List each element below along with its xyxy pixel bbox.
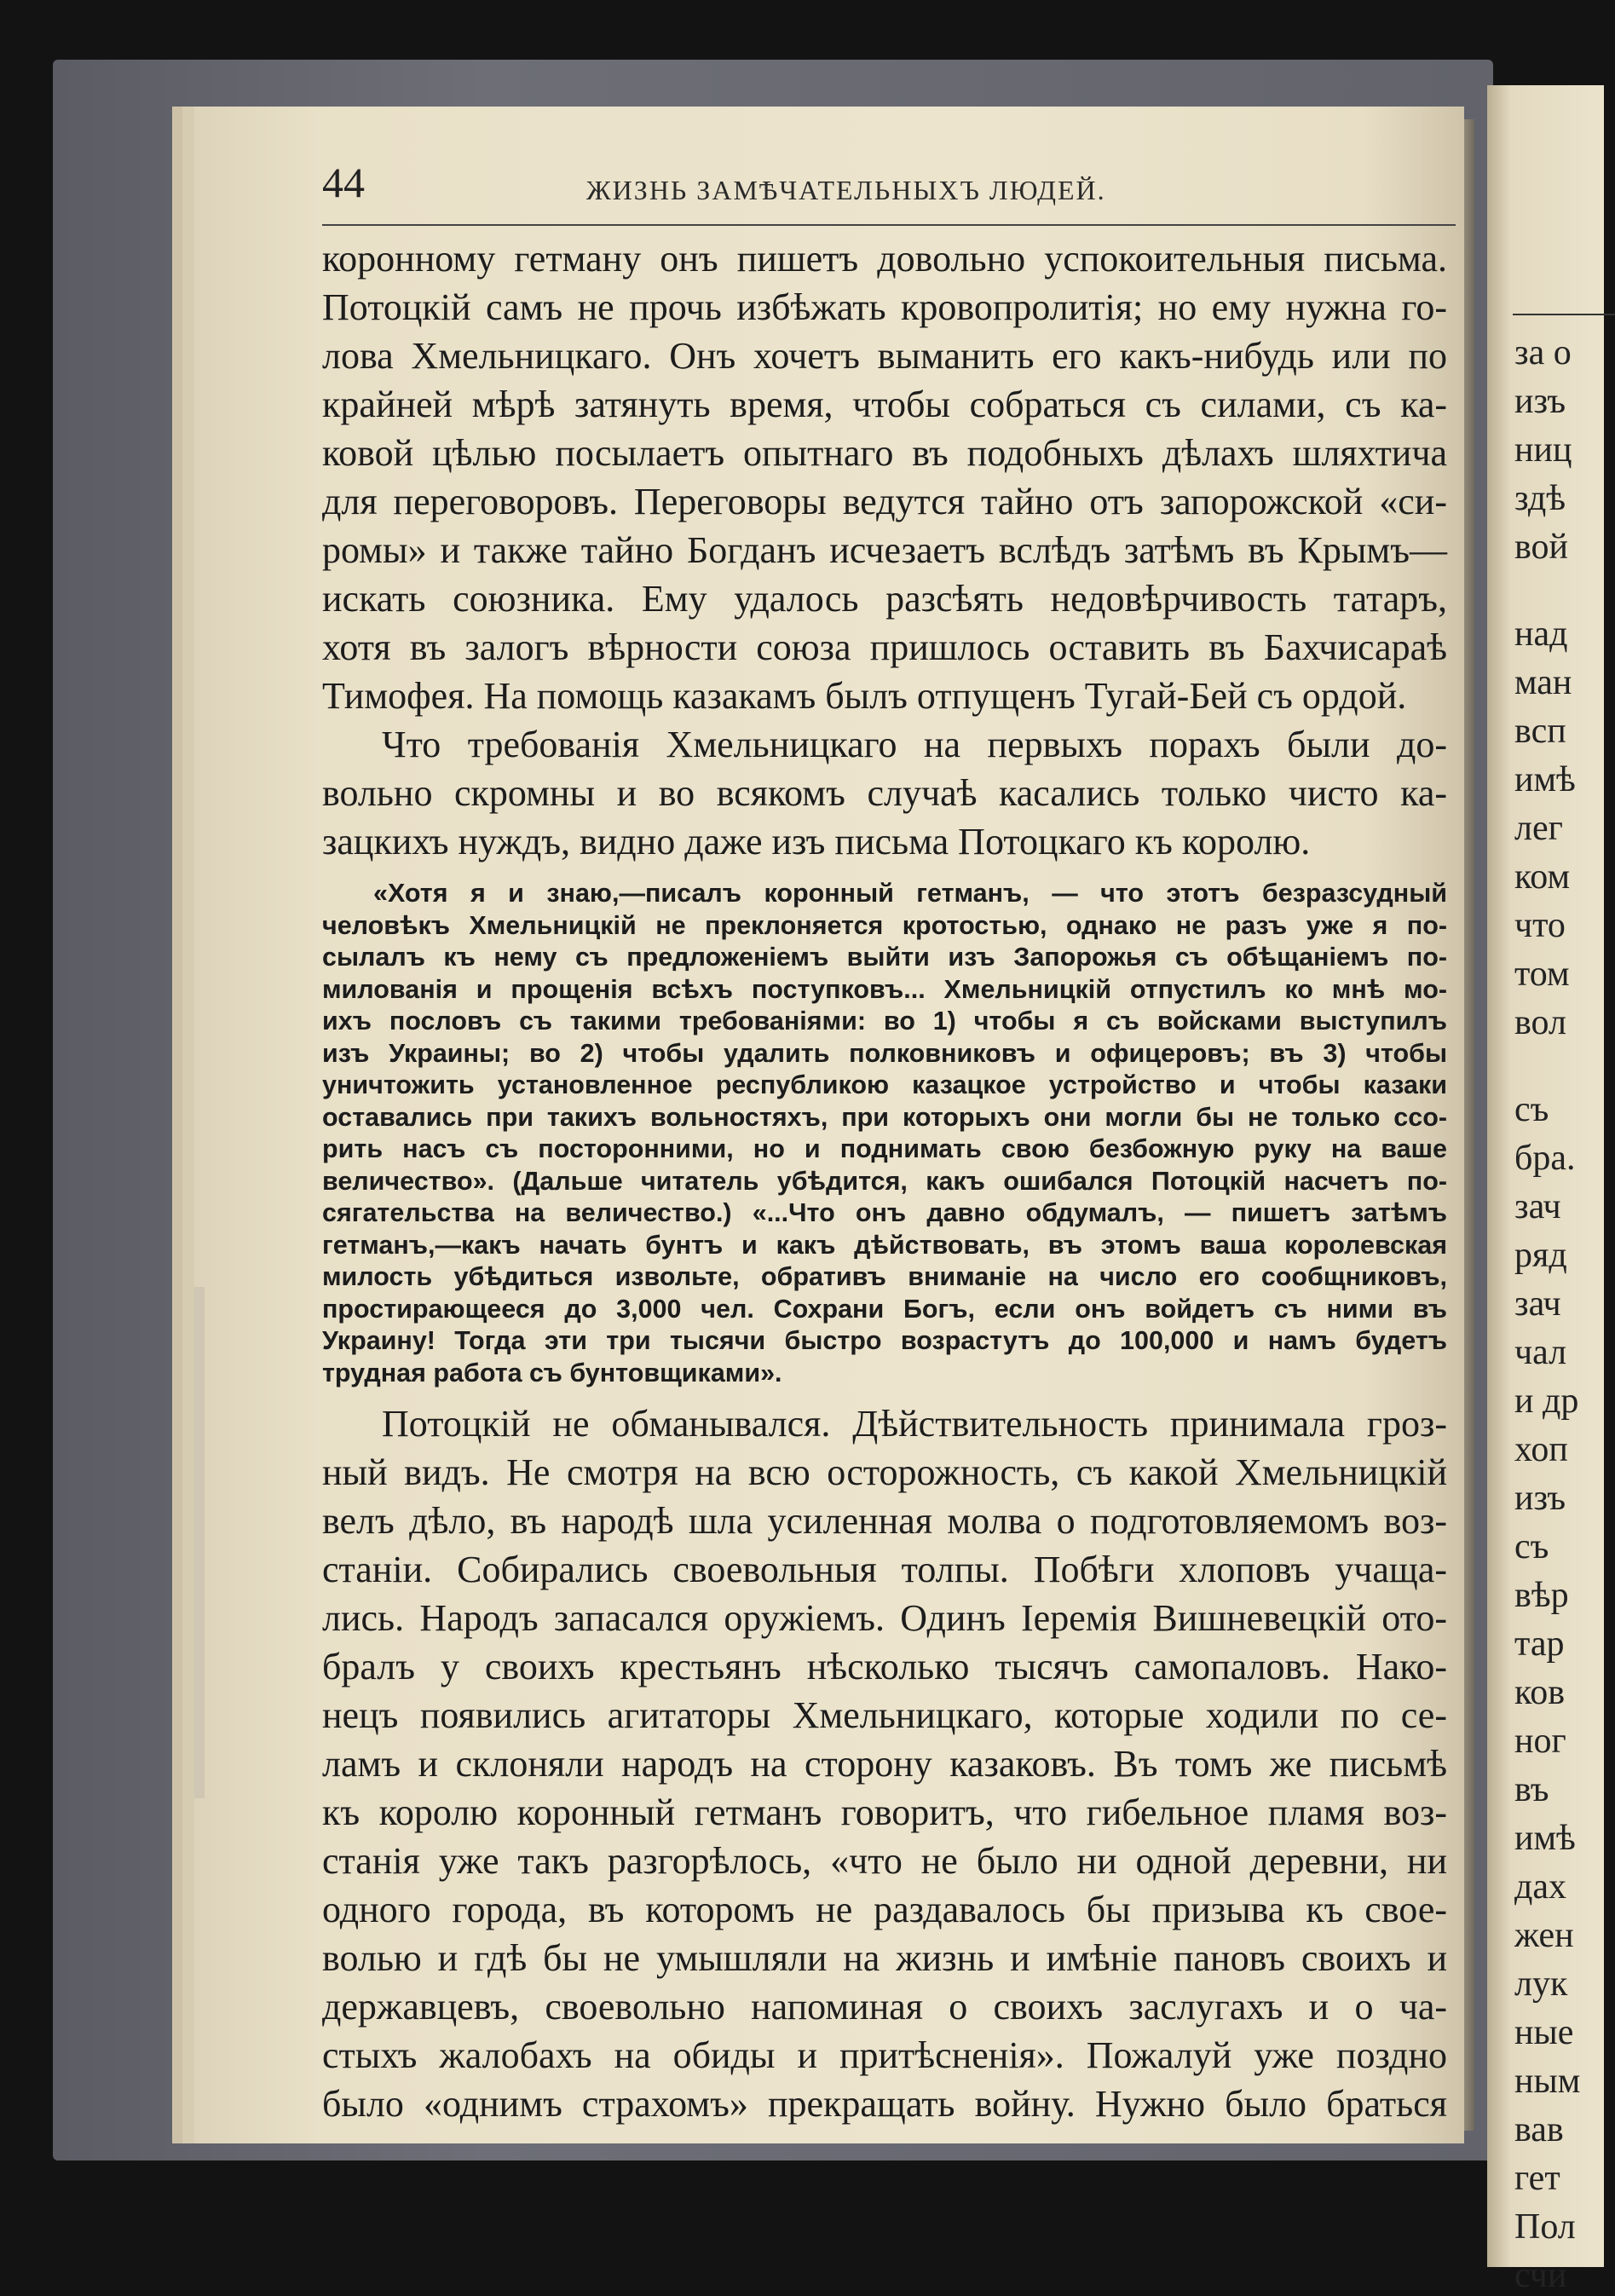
next-page-word-fragment: ным: [1514, 2062, 1581, 2101]
text-line: станіи. Собирались своевольныя толпы. Побѣги хлоповъ учаща-: [322, 1549, 1447, 1590]
quote-line: оставались при такихъ вольностяхъ, при которыхъ они могли бы не только ссо-: [322, 1102, 1447, 1132]
text-line: лись. Народъ запасался оружіемъ. Одинъ Іеремія Вишневецкій ото-: [322, 1597, 1447, 1639]
next-page-word-fragment: вол: [1514, 1003, 1566, 1042]
next-page-word-fragment: бра.: [1514, 1139, 1576, 1178]
text-line: было «однимъ страхомъ» прекращать войну. Нужно было браться: [322, 2083, 1447, 2125]
text-line: искать союзника. Ему удалось разсѣять недовѣрчивость татаръ,: [322, 578, 1447, 620]
quote-line: рить насъ съ посторонними, но и поднимать свою безбожную руку на ваше: [322, 1134, 1447, 1163]
text-line: Потоцкій самъ не прочь избѣжать кровопролитія; но ему нужна го-: [322, 286, 1447, 328]
page-text: [322, 234, 1447, 2128]
next-page-rule: [1513, 314, 1615, 315]
text-line: коронному гетману онъ пишетъ довольно успокоительныя письма.: [322, 238, 1447, 280]
next-page-word-fragment: съ: [1514, 1090, 1549, 1129]
next-page-word-fragment: вав: [1514, 2110, 1564, 2149]
quote-line: сылалъ къ нему съ предложеніемъ выйти изъ Запорожья съ обѣщаніемъ по-: [322, 943, 1447, 972]
quote-line: милованія и прощенія всѣхъ поступковъ... Хмельницкій отпустилъ ко мнѣ мо-: [322, 974, 1447, 1004]
next-page-word-fragment: дах: [1514, 1867, 1567, 1907]
quote-line: ихъ пословъ съ такими требованіями: во 1) чтобы я съ войсками выступилъ: [322, 1007, 1447, 1036]
next-page-word-fragment: тар: [1514, 1624, 1565, 1664]
text-line: велъ дѣло, въ народѣ шла усиленная молва о подготовляемомъ воз-: [322, 1500, 1447, 1542]
quote-line: величество». (Дальше читатель убѣдится, какъ ошибался Потоцкій насчетъ по-: [322, 1166, 1447, 1196]
text-line: зацкихъ нуждъ, видно даже изъ письма Потоцкаго къ королю.: [322, 821, 1311, 862]
next-page-word-fragment: ные: [1514, 2013, 1574, 2052]
text-line: хотя въ залогъ вѣрности союза пришлось оставить въ Бахчисараѣ: [322, 626, 1447, 668]
next-page-word-fragment: въ: [1514, 1770, 1549, 1809]
next-page-word-fragment: ряд: [1514, 1236, 1567, 1275]
quote-line: уничтожить установленное республикою казацкое устройство и чтобы казаки: [322, 1070, 1447, 1099]
next-page-word-fragment: за о: [1514, 333, 1572, 372]
text-line: для переговоровъ. Переговоры ведутся тайно отъ запорожской «си-: [322, 481, 1447, 522]
page-stain: [194, 1287, 205, 1798]
quote-line: изъ Украины; во 2) чтобы удалить полковниковъ и офицеровъ; въ 3) чтобы: [322, 1038, 1447, 1068]
next-page-fragment: [1487, 85, 1604, 2295]
text-line: крайней мѣрѣ затянуть время, чтобы собраться съ силами, съ ка-: [322, 384, 1447, 425]
next-page-word-fragment: и др: [1514, 1382, 1579, 1421]
next-page-word-fragment: жен: [1514, 1916, 1574, 1955]
next-page-word-fragment: ком: [1514, 857, 1571, 897]
paragraph-3: [322, 1399, 1447, 2128]
next-page-word-fragment: имѣ: [1514, 1819, 1576, 1858]
next-page-word-fragment: имѣ: [1514, 760, 1576, 799]
quote-block: [322, 878, 1447, 1389]
next-page-word-fragment: хоп: [1514, 1430, 1568, 1469]
quote-line: человѣкъ Хмельницкій не преклоняется кротостью, однако не разъ уже я по-: [322, 910, 1447, 940]
paragraph-2: [322, 720, 1447, 866]
next-page-word-fragment: чал: [1514, 1333, 1567, 1372]
text-line: державцевъ, своевольно напоминая о своихъ заслугахъ и о ча-: [322, 1986, 1447, 2028]
header-rule: [322, 224, 1456, 226]
next-page-word-fragment: съ: [1514, 1527, 1549, 1566]
quote-line: милость убѣдиться извольте, обративъ вниманіе на число его сообщниковъ,: [322, 1262, 1447, 1291]
text-line: Потоцкій не обманывался. Дѣйствительность принимала гроз-: [382, 1403, 1447, 1445]
next-page-word-fragment: зач: [1514, 1284, 1561, 1324]
next-page-word-fragment: здѣ: [1514, 479, 1566, 518]
next-page-word-fragment: ков: [1514, 1673, 1566, 1712]
text-line: ный видъ. Не смотря на всю осторожность, съ какой Хмельницкій: [322, 1451, 1447, 1493]
text-line: ламъ и склоняли народъ на сторону казаковъ. Въ томъ же письмѣ: [322, 1743, 1447, 1785]
next-page-word-fragment: над: [1514, 614, 1568, 654]
text-line: лова Хмельницкаго. Онъ хочетъ выманить его какъ-нибудь или по: [322, 335, 1447, 377]
next-page-word-fragment: изъ: [1514, 382, 1566, 421]
page-header: [322, 158, 1456, 217]
text-line: вольно скромны и во всякомъ случаѣ касались только чисто ка-: [322, 772, 1447, 814]
quote-line: Украину! Тогда эти три тысячи быстро возрастутъ до 100,000 и намъ будетъ: [322, 1326, 1447, 1355]
text-line: къ королю коронный гетманъ говоритъ, что гибельное пламя воз-: [322, 1791, 1447, 1833]
text-line: одного города, въ которомъ не раздавалось бы призыва къ свое-: [322, 1889, 1447, 1930]
paragraph-1: [322, 234, 1447, 720]
book-page: [194, 107, 1464, 2143]
next-page-word-fragment: ниц: [1514, 430, 1572, 470]
text-line: бралъ у своихъ крестьянъ нѣсколько тысячъ самопаловъ. Нако-: [322, 1646, 1447, 1687]
next-page-word-fragment: Пол: [1514, 2207, 1576, 2247]
next-page-word-fragment: счи: [1514, 2256, 1567, 2295]
quote-line: сягательства на величество.) «...Что онъ давно обдумалъ, — пишетъ затѣмъ: [322, 1198, 1447, 1227]
next-page-word-fragment: ног: [1514, 1722, 1566, 1761]
quote-line: гетманъ,—какъ начать бунтъ и какъ дѣйствовать, въ этомъ ваша королевская: [322, 1230, 1447, 1260]
quote-line: трудная работа съ бунтовщиками».: [322, 1358, 782, 1387]
next-page-word-fragment: изъ: [1514, 1479, 1566, 1518]
quote-line: «Хотя я и знаю,—писалъ коронный гетманъ, — что этотъ безразсудный: [373, 879, 1447, 908]
next-page-word-fragment: всп: [1514, 712, 1566, 751]
running-title: ЖИЗНЬ ЗАМѢЧАТЕЛЬНЫХЪ ЛЮДЕЙ.: [586, 175, 1106, 205]
next-page-word-fragment: лук: [1514, 1964, 1568, 2004]
text-line: волью и гдѣ бы не умышляли на жизнь и имѣніе пановъ своихъ и: [322, 1937, 1447, 1979]
text-line: ромы» и также тайно Богданъ исчезаетъ вслѣдъ затѣмъ въ Крымъ—: [322, 529, 1447, 571]
text-line: ковой цѣлью посылаетъ опытнаго въ подобныхъ дѣлахъ шляхтича: [322, 432, 1447, 474]
next-page-word-fragment: вой: [1514, 528, 1569, 567]
text-line: стыхъ жалобахъ на обиды и притѣсненія». Пожалуй уже поздно: [322, 2034, 1447, 2076]
next-page-word-fragment: что: [1514, 906, 1566, 945]
page-number: 44: [322, 159, 365, 206]
next-page-word-fragment: том: [1514, 955, 1570, 994]
next-page-word-fragment: зач: [1514, 1187, 1561, 1226]
text-line: Тимофея. На помощь казакамъ былъ отпущенъ Тугай-Бей съ ордой.: [322, 675, 1407, 717]
next-page-word-fragment: ман: [1514, 663, 1572, 702]
text-line: нецъ появились агитаторы Хмельницкаго, которые ходили по се-: [322, 1694, 1447, 1736]
text-line: Что требованія Хмельницкаго на первыхъ порахъ были до-: [382, 724, 1447, 765]
next-page-word-fragment: гет: [1514, 2159, 1560, 2198]
next-page-word-fragment: вѣр: [1514, 1576, 1569, 1615]
quote-line: простирающееся до 3,000 чел. Сохрани Богъ, если онъ войдетъ съ ними въ: [322, 1294, 1447, 1324]
text-line: станія уже такъ разгорѣлось, «что не было ни одной деревни, ни: [322, 1840, 1447, 1882]
next-page-word-fragment: лег: [1514, 809, 1563, 848]
